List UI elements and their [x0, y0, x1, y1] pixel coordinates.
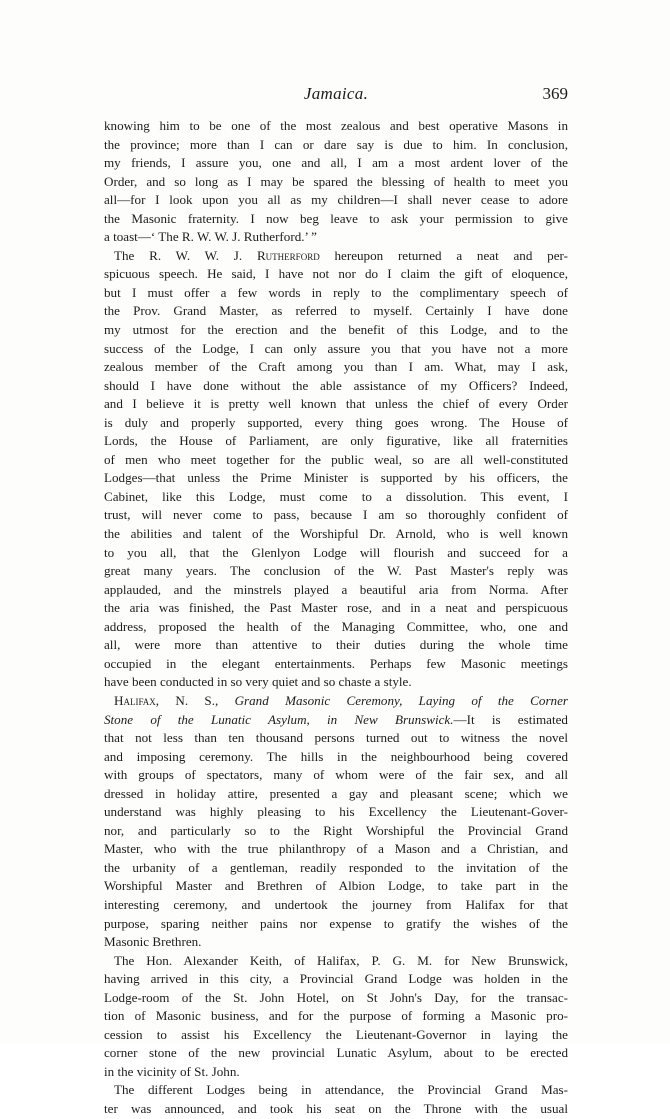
paragraph-rutherford-reply	[104, 247, 568, 692]
text-line	[104, 692, 568, 711]
page-number: 369	[542, 84, 568, 103]
paragraph-keith-arrival	[104, 952, 568, 1082]
text-line: ter was announced, and took his seat on the Throne with the usual	[104, 1100, 568, 1116]
body-text	[104, 117, 568, 1119]
text-line: purpose, sparing neither pains nor expense to gratify the wishes of the	[104, 915, 568, 931]
text-line: all—for I look upon you all as my children—I shall never cease to adore	[104, 192, 568, 208]
text-line: the Prov. Grand Master, as referred to myself. Certainly I have done	[104, 303, 568, 319]
text-line: to you all, that the Glenlyon Lodge will flourish and succeed for a	[104, 544, 568, 560]
text-line: Master, who with the true philanthropy of a Mason and a Christian, and	[104, 841, 568, 857]
text-line	[104, 247, 568, 266]
text-line: the urbanity of a gentleman, readily responded to the invitation of the	[104, 859, 568, 875]
text-line: of men who meet together for the public weal, so are all well-constituted	[104, 451, 568, 467]
text-line: Lords, the House of Parliament, are only figurative, like all fraternities	[104, 433, 568, 449]
text-line: should I have done without the able assistance of my Officers? Indeed,	[104, 377, 568, 393]
paragraph-halifax-ceremony	[104, 692, 568, 952]
lead-plain: , N. S.,	[155, 692, 219, 708]
text-line: that not less than ten thousand persons turned out to witness the novel	[104, 730, 568, 746]
text-line: cession to assist his Excellency the Lieutenant-Governor in laying the	[104, 1026, 568, 1042]
page-header	[104, 84, 568, 108]
text-line: a toast—‘ The R. W. W. J. Rutherford.’ ”	[104, 229, 317, 245]
lead-smallcaps-place: Halifax	[114, 692, 156, 708]
text-line: my friends, I assure you, one and all, I am a most ardent lover of the	[104, 155, 568, 171]
text-line: spicuous speech. He said, I have not nor do I claim the gift of eloquence,	[104, 266, 568, 282]
text-line: the abilities and talent of the Worshipful Dr. Arnold, who is well known	[104, 526, 568, 542]
text-line: my utmost for the erection and the benefit of this Lodge, and to the	[104, 322, 568, 338]
text-line: all, were more than attentive to their duties during the whole time	[104, 637, 568, 653]
text-line: great many years. The conclusion of the W. Past Master's reply was	[104, 563, 568, 579]
text-line: address, proposed the health of the Managing Committee, who, one and	[104, 618, 568, 634]
paragraph-closing-speech	[104, 117, 568, 247]
text-line: nor, and particularly so to the Right Worshipful the Provincial Grand	[104, 822, 568, 838]
lead-rest: hereupon returned a neat and per-	[334, 247, 568, 263]
text-line: tion of Masonic business, and for the purpose of forming a Masonic pro-	[104, 1008, 568, 1024]
lead-italic-heading-cont: Stone of the Lunatic Asylum, in New Brunswick.	[104, 711, 454, 727]
text-line: Lodge-room of the St. John Hotel, on St John's Day, for the transac-	[104, 989, 568, 1005]
paragraph-lodges-attendance	[104, 1081, 568, 1118]
text-line: in the vicinity of St. John.	[104, 1063, 240, 1079]
text-line: is duly and properly supported, every thing goes wrong. The House of	[104, 414, 568, 430]
lead-smallcaps-name: Rutherford	[256, 247, 320, 263]
text-line: the aria was finished, the Past Master rose, and in a neat and perspicuous	[104, 600, 568, 616]
text-line: have been conducted in so very quiet and so chaste a style.	[104, 674, 412, 690]
text-line: trust, will never come to pass, because I am so thoroughly confident of	[104, 507, 568, 523]
text-line: occupied in the elegant entertainments. Perhaps few Masonic meetings	[104, 655, 568, 671]
text-line: and I believe it is pretty well known that unless the chief of every Order	[104, 396, 568, 412]
text-line: Lodges—that unless the Prime Minister is supported by his officers, the	[104, 470, 568, 486]
text-line: and imposing ceremony. The hills in the neighbourhood being covered	[104, 748, 568, 764]
text-line: the Masonic fraternity. I now beg leave to ask your permission to give	[104, 210, 568, 226]
text-line: The Hon. Alexander Keith, of Halifax, P. G. M. for New Brunswick,	[114, 952, 568, 968]
lead-italic-heading: Grand Masonic Ceremony, Laying of the Corner	[234, 692, 568, 708]
text-line: Cabinet, like this Lodge, must come to a dissolution. This event, I	[104, 488, 568, 504]
text-line: interesting ceremony, and undertook the journey from Halifax for that	[104, 896, 568, 912]
text-line	[104, 711, 568, 730]
text-line: but I must offer a few words in reply to the complimentary speech of	[104, 284, 568, 300]
text-line: Masonic Brethren.	[104, 934, 202, 950]
text-line: The different Lodges being in attendance, the Provincial Grand Mas-	[114, 1082, 568, 1098]
text-line: Order, and so long as I may be spared the blessing of health to meet you	[104, 173, 568, 189]
text-line: knowing him to be one of the most zealous and best operative Masons in	[104, 118, 568, 133]
lead-plain: The R. W. W. J.	[114, 247, 243, 263]
text-line: having arrived in this city, a Provincial Grand Lodge was holden in the	[104, 971, 568, 987]
text-line: with groups of spectators, many of whom were of the fair sex, and all	[104, 767, 568, 783]
text-line: applauded, and the minstrels played a beautiful aria from Norma. After	[104, 581, 568, 597]
text-line: dressed in holiday attire, presented a gay and pleasant scene; which we	[104, 785, 568, 801]
text-line: zealous member of the Craft among you than I am. What, may I ask,	[104, 359, 568, 375]
lead-rest: —It is estimated	[453, 711, 568, 727]
text-line: success of the Lodge, I can only assure you that you have not a more	[104, 340, 568, 356]
text-line: corner stone of the new provincial Lunatic Asylum, about to be erected	[104, 1045, 568, 1061]
text-line: understand was highly pleasing to his Excellency the Lieutenant-Gover-	[104, 804, 568, 820]
text-line: Worshipful Master and Brethren of Albion Lodge, to take part in the	[104, 878, 568, 894]
running-title: Jamaica.	[303, 84, 369, 103]
text-line: the province; more than I can or dare say is due to him. In conclusion,	[104, 136, 568, 152]
